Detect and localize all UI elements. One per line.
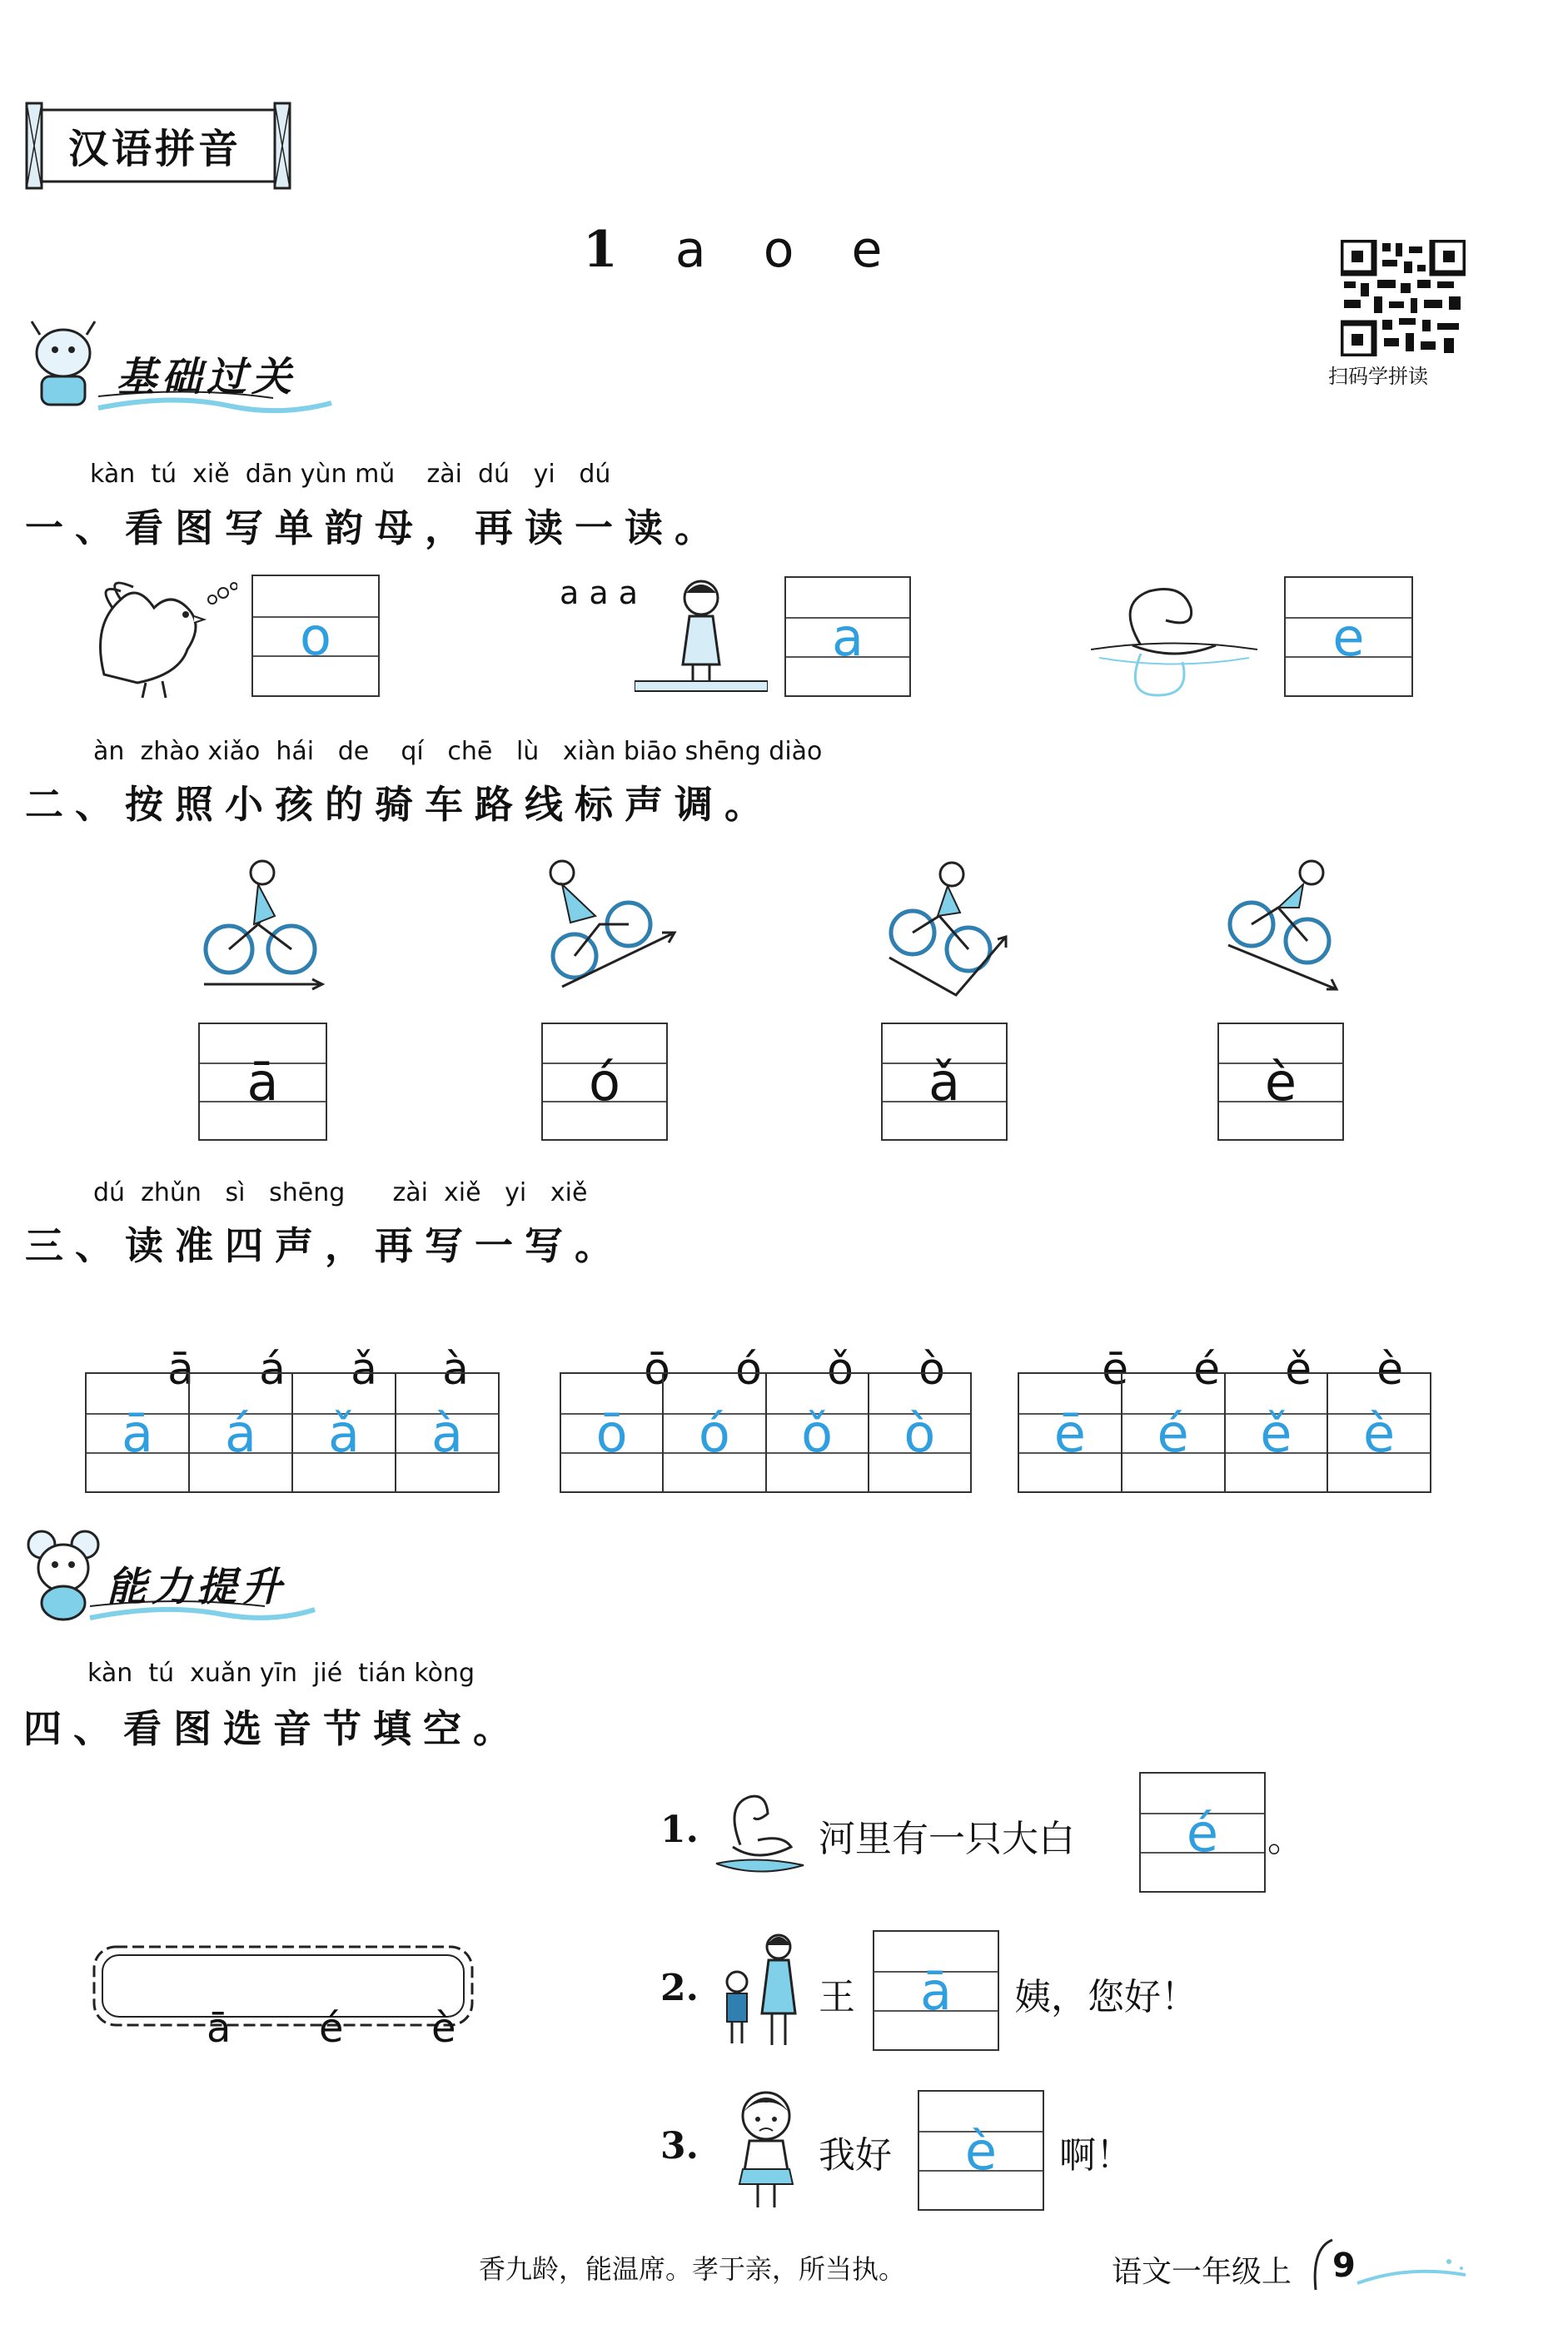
answer-box[interactable] <box>784 576 911 697</box>
rooster-icon <box>87 575 237 699</box>
q2-pinyin: àn zhào xiǎo hái de qí chē lù xiàn biāo shēng diào <box>93 737 823 766</box>
item-number: 3. <box>660 2125 699 2167</box>
answer-box[interactable] <box>251 575 380 697</box>
tone-letter: ò <box>918 1345 945 1395</box>
written-tone: ò <box>903 1402 936 1464</box>
option-syllable[interactable]: ā <box>207 2005 231 2052</box>
cyclist-downhill-icon <box>1220 858 1345 995</box>
banner-title: 汉语拼音 <box>68 126 242 172</box>
sentence-before: 王 <box>819 1976 855 2018</box>
tone-letter: ǎ <box>351 1345 377 1395</box>
fill-blank-box[interactable] <box>873 1930 999 2051</box>
option-syllable[interactable]: é <box>319 2005 344 2052</box>
tone-letter: é <box>1193 1345 1221 1395</box>
sentence-after: 。 <box>1267 1818 1304 1860</box>
q1-pinyin: kàn tú xiě dān yùn mǔ zài dú yi dú <box>90 460 611 489</box>
hungry-girl-icon <box>731 2086 802 2211</box>
tone-letter: ā <box>167 1345 194 1395</box>
lesson-letter: e <box>851 221 883 279</box>
written-tone: ō <box>595 1402 628 1464</box>
section-title: 基础过关 <box>117 354 297 401</box>
written-tone: é <box>1157 1402 1189 1464</box>
written-tone: à <box>431 1402 463 1464</box>
answer-text: e <box>1332 606 1365 668</box>
tone-letter: ē <box>1102 1345 1129 1395</box>
written-tone: ǒ <box>801 1402 834 1464</box>
tone-letter: ō <box>644 1345 670 1395</box>
writing-grid-o[interactable] <box>560 1372 972 1493</box>
tone-text: ó <box>589 1052 620 1113</box>
item-number: 1. <box>660 1809 699 1851</box>
written-tone: è <box>1363 1402 1396 1464</box>
girl-singing-icon <box>635 575 768 699</box>
lesson-number: 1 <box>583 221 618 279</box>
cyclist-dip <box>881 858 1018 999</box>
option-syllable[interactable]: è <box>431 2005 456 2052</box>
qr-code[interactable] <box>1341 240 1466 356</box>
footer-book-title: 语文一年级上 <box>1112 2255 1292 2289</box>
tone-box[interactable] <box>198 1023 327 1141</box>
fill-blank-box[interactable] <box>918 2090 1044 2211</box>
tone-letter: ǒ <box>827 1345 854 1395</box>
page-number-badge <box>1307 2232 1474 2298</box>
qr-code-icon <box>1341 240 1466 356</box>
answer-text: o <box>300 605 331 667</box>
tone-letter: è <box>1376 1345 1404 1395</box>
answer-text: a <box>832 606 864 668</box>
girl-picture <box>635 575 768 699</box>
answer-text: ā <box>920 1960 952 2022</box>
lesson-letter: o <box>763 221 794 279</box>
sentence-after: 啊！ <box>1059 2134 1132 2177</box>
tone-text: ā <box>246 1052 279 1113</box>
written-tone: ā <box>122 1402 153 1464</box>
swan-picture <box>1091 570 1257 708</box>
q4-pinyin: kàn tú xuǎn yīn jié tián kòng <box>87 1659 475 1688</box>
written-tone: á <box>225 1402 256 1464</box>
tone-box[interactable] <box>541 1023 668 1141</box>
section-header-advanced <box>23 1520 323 1628</box>
tone-letter: á <box>259 1345 286 1395</box>
written-tone: ǎ <box>328 1402 360 1464</box>
sentence-after: 姨，您好！ <box>1014 1976 1197 2018</box>
section-header-basic <box>23 310 340 418</box>
tone-box[interactable] <box>1217 1023 1344 1141</box>
written-tone: ē <box>1053 1402 1086 1464</box>
sentence-before: 我好 <box>819 2134 892 2177</box>
writing-grid-e[interactable] <box>1018 1372 1431 1493</box>
q4-text: 四、看图选音节填空。 <box>23 1706 523 1751</box>
fill-blank-box[interactable] <box>1139 1772 1266 1893</box>
tone-text: ǎ <box>928 1052 960 1113</box>
lesson-letter: a <box>674 221 706 279</box>
cyclist-uphill-icon <box>537 858 683 995</box>
rooster-picture <box>87 575 237 699</box>
item-picture <box>708 1780 808 1880</box>
written-tone: ě <box>1260 1402 1292 1464</box>
q3-pinyin: dú zhǔn sì shēng zài xiě yi xiě <box>93 1178 588 1207</box>
answer-box[interactable] <box>1284 576 1413 697</box>
swan-icon <box>708 1780 808 1880</box>
tone-letter: ě <box>1285 1345 1312 1395</box>
writing-grid-a[interactable] <box>85 1372 500 1493</box>
qr-caption: 扫码学拼读 <box>1328 365 1428 388</box>
options-box <box>87 1940 479 2052</box>
cyclist-flat-icon <box>196 858 329 995</box>
cyclist-downhill <box>1220 858 1345 995</box>
lesson-title <box>583 221 923 279</box>
sentence-before: 河里有一只大白 <box>819 1818 1075 1860</box>
cyclist-dip-icon <box>881 858 1018 999</box>
tone-letter: à <box>442 1345 469 1395</box>
unit-banner <box>25 100 291 192</box>
section-title: 能力提升 <box>107 1564 287 1610</box>
written-tone: ó <box>698 1402 730 1464</box>
item-picture <box>720 1930 812 2051</box>
tone-letter: ó <box>735 1345 762 1395</box>
answer-text: è <box>964 2120 998 2182</box>
q3-text: 三、读准四声，再写一写。 <box>25 1223 625 1268</box>
boy-and-aunt-icon <box>720 1930 812 2051</box>
item-picture <box>731 2086 802 2211</box>
answer-text: é <box>1186 1802 1219 1864</box>
bubble-letters: a a a <box>560 575 639 611</box>
tone-text: è <box>1264 1052 1297 1113</box>
item-number: 2. <box>660 1967 699 2009</box>
footer-motto: 香九龄，能温席。孝于亲，所当执。 <box>479 2253 906 2285</box>
page-number: 9 <box>1332 2247 1356 2285</box>
cyclist-uphill <box>537 858 683 995</box>
swan-icon <box>1091 570 1257 708</box>
q2-text: 二、按照小孩的骑车路线标声调。 <box>25 782 774 827</box>
tone-box[interactable] <box>881 1023 1008 1141</box>
q1-text: 一、看图写单韵母，再读一读。 <box>25 505 724 550</box>
cyclist-flat <box>196 858 329 995</box>
